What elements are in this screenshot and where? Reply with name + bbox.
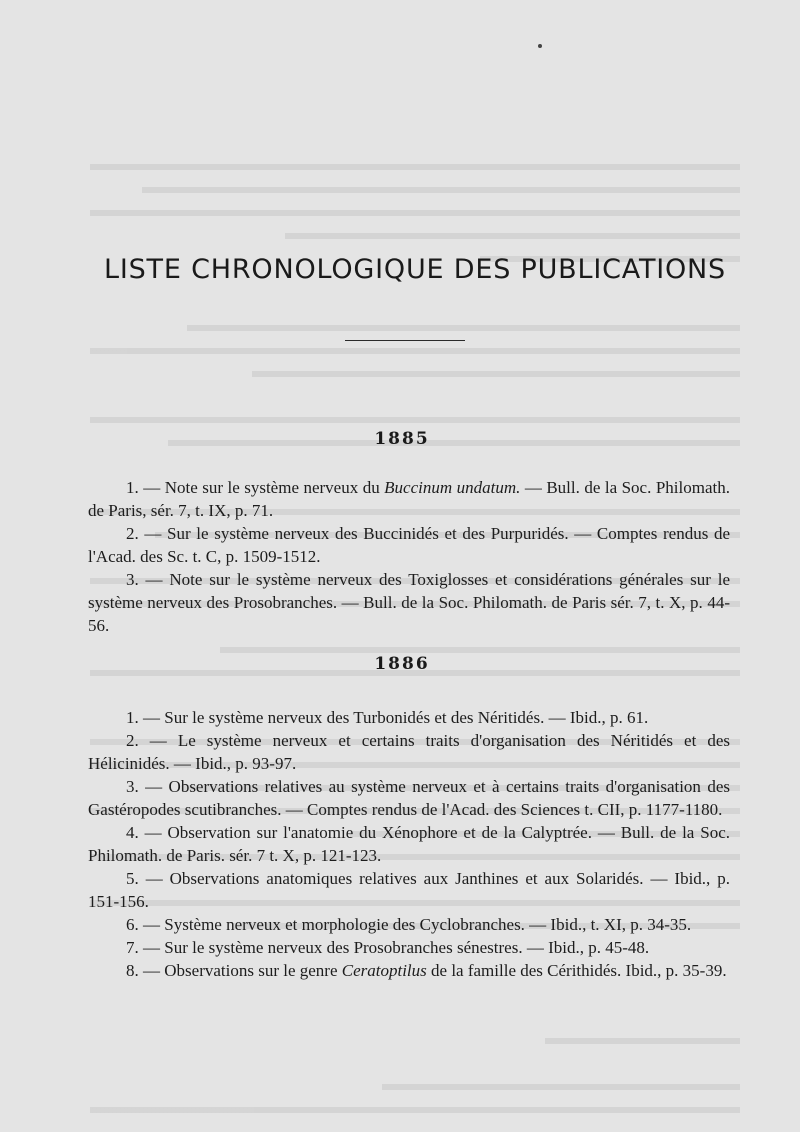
publication-entry: 1. — Sur le système nerveux des Turbonidés et des Néritidés. — Ibid., p. 61. [126,708,649,727]
publication-entry: 6. — Système nerveux et morphologie des Cyclobranches. — Ibid., t. XI, p. 34-35. [126,915,692,934]
publication-entry: 2. — Le système nerveux et certains traits d'organisation des Néritidés et des Hélicinidés. — Ibid., p. 93-97. [88,731,730,773]
year-heading-1886: 1886 [374,654,430,674]
publication-entry: 3. — Observations relatives au système nerveux et à certains traits d'organisation des Gastéropodes scutibranches. — Comptes rendus de l'Acad. des Sciences t. CII, p. 1177-1180. [88,777,730,819]
page-title: LISTE CHRONOLOGIQUE DES PUBLICATIONS [104,254,726,285]
publication-entry: 2. — Sur le système nerveux des Buccinidés et des Purpuridés. — Comptes rendus de l'Acad. des Sc. t. C, p. 1509-1512. [88,524,730,566]
ink-speck [538,44,542,48]
publication-entry: 4. — Observation sur l'anatomie du Xénophore et de la Calyptrée. — Bull. de la Soc. Philomath. de Paris. sér. 7 t. X, p. 121-123. [88,823,730,865]
publication-entry: 5. — Observations anatomiques relatives aux Janthines et aux Solaridés. — Ibid., p. 151-156. [88,869,730,911]
publication-entry: 1. — Note sur le système nerveux du Buccinum undatum. — Bull. de la Soc. Philomath. de Paris, sér. 7, t. IX, p. 71. [88,478,730,520]
publication-entry: 3. — Note sur le système nerveux des Toxiglosses et considérations générales sur le système nerveux des Prosobranches. — Bull. de la Soc. Philomath. de Paris sér. 7, t. X, p. 44-56. [88,570,730,635]
entries-1886 [88,706,730,982]
title-rule [345,340,465,341]
entries-1885 [88,476,730,637]
publication-entry: 8. — Observations sur le genre Ceratoptilus de la famille des Cérithidés. Ibid., p. 35-39. [126,961,727,980]
year-heading-1885: 1885 [374,429,430,449]
publication-entry: 7. — Sur le système nerveux des Prosobranches sénestres. — Ibid., p. 45-48. [126,938,650,957]
